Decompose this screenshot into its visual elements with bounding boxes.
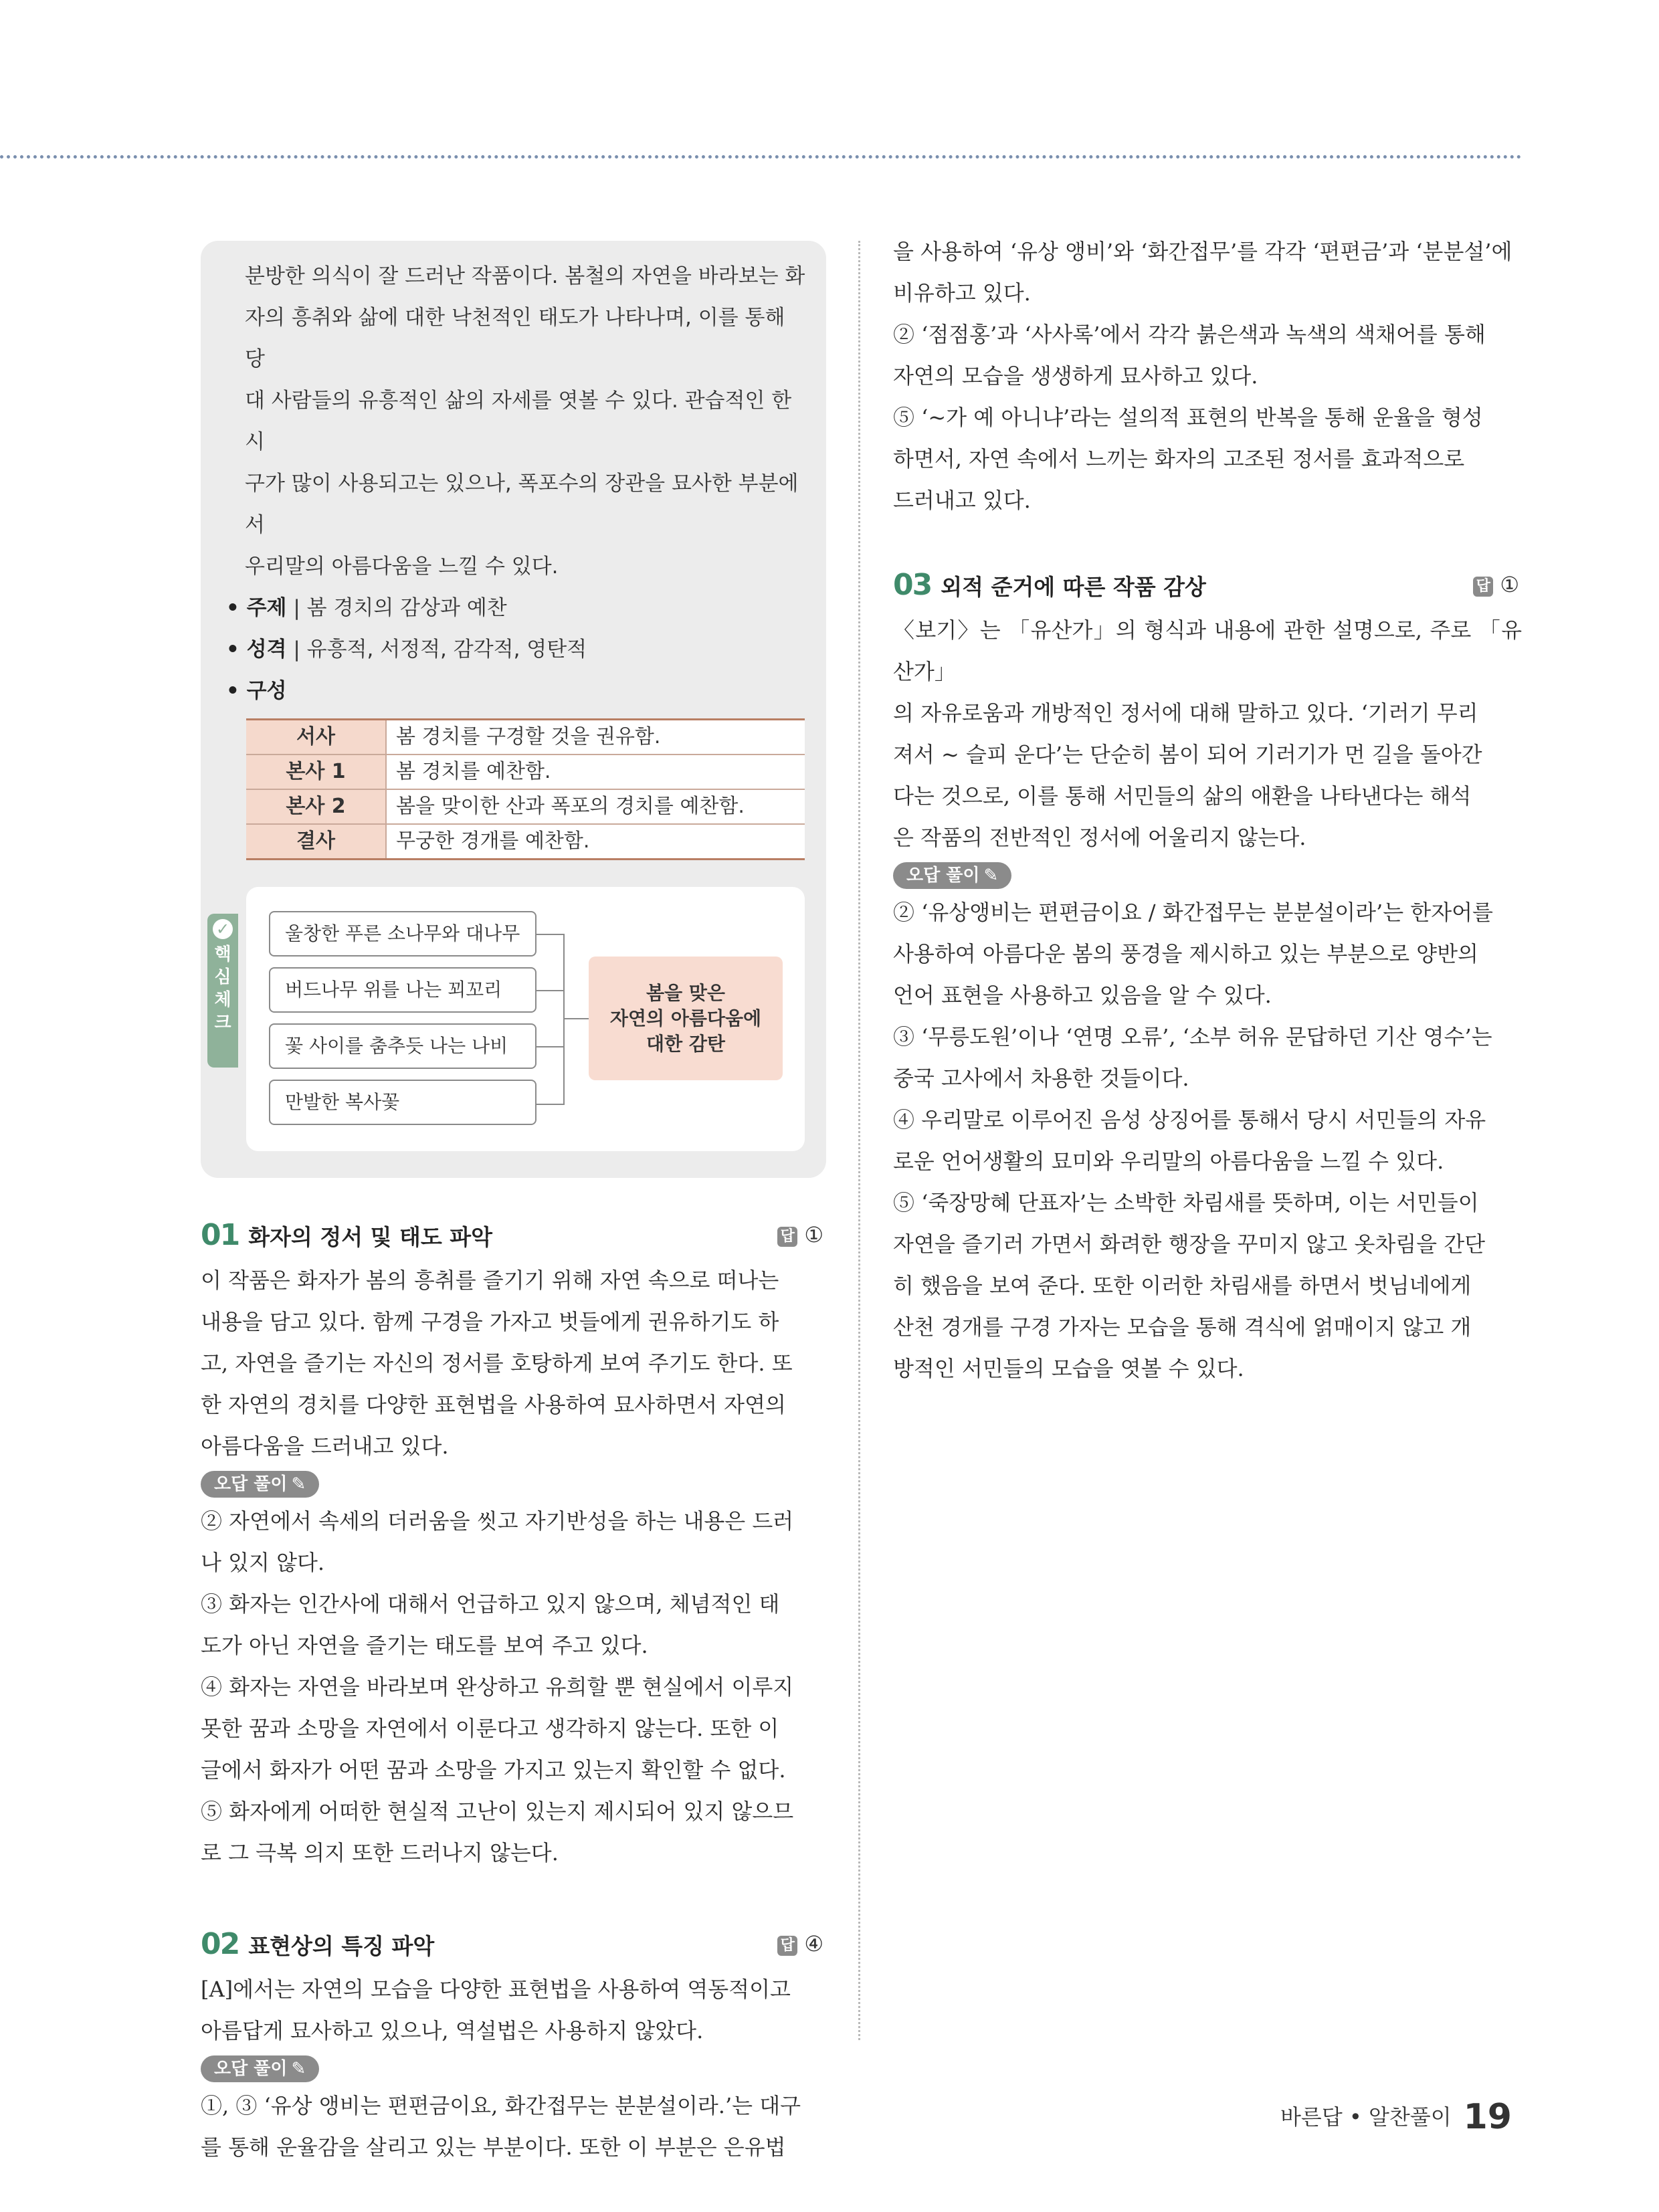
body-line: ⑤ ‘~가 예 아니냐’라는 설의적 표현의 반복을 통해 운율을 형성 xyxy=(893,405,1483,430)
wrong-answer-body xyxy=(201,1500,826,1874)
body-line: ⑤ ‘죽장망혜 단표자’는 소박한 차림새를 뜻하며, 이는 서민들이 xyxy=(893,1190,1479,1215)
answer-mark xyxy=(777,1222,823,1247)
body-line: 져서 ~ 슬피 운다’는 단순히 봄이 되어 기러기가 먼 길을 돌아간 xyxy=(893,742,1482,767)
answer-value: ① xyxy=(1500,572,1519,597)
emotion-line: 봄을 맞은 xyxy=(646,982,725,1004)
body-line: 하면서, 자연 속에서 느끼는 화자의 고조된 정서를 효과적으로 xyxy=(893,446,1465,472)
section-body xyxy=(201,1260,826,1467)
body-line: ④ 화자는 자연을 바라보며 완상하고 유희할 뿐 현실에서 이루지 xyxy=(201,1674,794,1700)
left-column xyxy=(201,241,826,2168)
tab-char: 심 xyxy=(214,967,231,987)
scene-box: 만발한 복사꽃 xyxy=(269,1080,536,1125)
body-line: ② ‘점점홍’과 ‘사사록’에서 각각 붉은색과 녹색의 색채어를 통해 xyxy=(893,322,1486,347)
connector-line xyxy=(536,990,563,991)
badge-label: 오답 풀이 xyxy=(214,2059,288,2079)
emotion-line: 대한 감탄 xyxy=(646,1033,725,1055)
summary-line: 구가 많이 사용되고는 있으나, 폭포수의 장관을 묘사한 부분에서 xyxy=(245,472,799,537)
section-02 xyxy=(201,1927,826,2168)
body-line: 방적인 서민들의 모습을 엿볼 수 있다. xyxy=(893,1356,1244,1381)
section-body xyxy=(201,1969,826,2051)
body-line: ③ 화자는 인간사에 대해서 언급하고 있지 않으며, 체념적인 태 xyxy=(201,1591,780,1617)
theme-label: • 주제 xyxy=(226,596,287,620)
section-header xyxy=(201,1927,826,1969)
right-column xyxy=(893,231,1522,1389)
character-label: • 성격 xyxy=(226,637,287,662)
section-header xyxy=(893,568,1522,609)
emotion-box xyxy=(589,957,783,1080)
body-line: 도가 아닌 자연을 즐기는 태도를 보여 주고 있다. xyxy=(201,1633,648,1658)
structure-desc: 봄 경치를 예찬함. xyxy=(386,755,805,789)
summary-line: 우리말의 아름다움을 느낄 수 있다. xyxy=(245,555,559,579)
footer-label: 바른답 • 알찬풀이 xyxy=(1280,2104,1452,2130)
body-line: ② 자연에서 속세의 더러움을 씻고 자기반성을 하는 내용은 드러 xyxy=(201,1508,794,1534)
body-line: 〈보기〉는 「유산가」의 형식과 내용에 관한 설명으로, 주로 「유산가」 xyxy=(893,617,1522,684)
structure-part: 서사 xyxy=(246,720,386,755)
body-line: ①, ③ ‘유상 앵비는 편편금이요, 화간접무는 분분설이라.’는 대구 xyxy=(201,2093,801,2118)
table-row xyxy=(246,824,805,860)
body-line: 내용을 담고 있다. 함께 구경을 가자고 벗들에게 권유하기도 하 xyxy=(201,1309,779,1334)
scene-box: 울창한 푸른 소나무와 대나무 xyxy=(269,911,536,957)
body-line: 글에서 화자가 어떤 꿈과 소망을 가지고 있는지 확인할 수 없다. xyxy=(201,1757,786,1783)
section-body xyxy=(893,609,1522,858)
tab-char: 크 xyxy=(214,1013,231,1033)
table-row xyxy=(246,755,805,789)
body-line: 비유하고 있다. xyxy=(893,280,1031,306)
body-line: 나 있지 않다. xyxy=(201,1550,325,1575)
structure-part: 결사 xyxy=(246,824,386,860)
section-number: 03 xyxy=(893,568,932,602)
badge-label: 오답 풀이 xyxy=(214,1474,288,1494)
tab-char: 체 xyxy=(214,990,231,1010)
body-line: 아름답게 묘사하고 있으나, 역설법은 사용하지 않았다. xyxy=(201,2018,704,2043)
section-01 xyxy=(201,1218,826,1874)
answer-icon: 답 xyxy=(777,1227,797,1247)
structure-part: 본사 2 xyxy=(246,789,386,824)
answer-icon: 답 xyxy=(1473,577,1493,597)
body-line: 이 작품은 화자가 봄의 흥취를 즐기기 위해 자연 속으로 떠나는 xyxy=(201,1268,779,1293)
connector-line xyxy=(563,1018,589,1019)
core-check-tab xyxy=(207,914,238,1068)
body-line: 로 그 극복 의지 또한 드러나지 않는다. xyxy=(201,1840,559,1866)
answer-mark xyxy=(777,1931,823,1956)
body-line: 중국 고사에서 차용한 것들이다. xyxy=(893,1066,1189,1091)
body-line: 한 자연의 경치를 다양한 표현법을 사용하여 묘사하면서 자연의 xyxy=(201,1392,786,1417)
body-line: 를 통해 운율감을 살리고 있는 부분이다. 또한 이 부분은 은유법 xyxy=(201,2134,786,2160)
wrong-answer-badge xyxy=(201,1471,319,1498)
summary-line: 자의 흥취와 삶에 대한 낙천적인 태도가 나타나며, 이를 통해 당 xyxy=(245,306,785,371)
body-line: 다는 것으로, 이를 통해 서민들의 삶의 애환을 나타낸다는 해석 xyxy=(893,783,1472,809)
summary-line: 분방한 의식이 잘 드러난 작품이다. 봄철의 자연을 바라보는 화 xyxy=(245,264,805,288)
structure-desc: 봄을 맞이한 산과 폭포의 경치를 예찬함. xyxy=(386,789,805,824)
body-line: 자연의 모습을 생생하게 묘사하고 있다. xyxy=(893,363,1258,389)
structure-table xyxy=(246,718,805,860)
section-number: 01 xyxy=(201,1218,239,1252)
theme-item xyxy=(226,587,806,629)
tab-char: 핵 xyxy=(214,944,231,965)
body-line: 을 사용하여 ‘유상 앵비’와 ‘화간접무’를 각각 ‘편편금’과 ‘분분설’에 xyxy=(893,239,1512,264)
body-line: ④ 우리말로 이루어진 음성 상징어를 통해서 당시 서민들의 자유 xyxy=(893,1107,1486,1132)
section-title: 표현상의 특징 파악 xyxy=(248,1933,435,1959)
body-line: ② ‘유상앵비는 편편금이요 / 화간접무는 분분설이라’는 한자어를 xyxy=(893,900,1493,925)
wrong-answer-body xyxy=(201,2085,826,2168)
scene-box: 꽃 사이를 춤추듯 나는 나비 xyxy=(269,1023,536,1069)
page-number: 19 xyxy=(1463,2097,1512,2137)
body-line: ③ ‘무릉도원’이나 ‘연명 오류’, ‘소부 허유 문답하던 기산 영수’는 xyxy=(893,1024,1492,1049)
summary-line: 대 사람들의 유흥적인 삶의 자세를 엿볼 수 있다. 관습적인 한시 xyxy=(245,389,792,454)
check-icon: ✓ xyxy=(213,919,233,939)
character-value: | 유흥적, 서정적, 감각적, 영탄적 xyxy=(286,637,587,662)
answer-value: ④ xyxy=(804,1931,823,1956)
body-line: 고, 자연을 즐기는 자신의 정서를 호탕하게 보여 주기도 한다. 또 xyxy=(201,1350,793,1376)
character-item xyxy=(226,629,806,670)
answer-value: ① xyxy=(804,1222,823,1247)
continued-text xyxy=(893,231,1522,521)
theme-value: | 봄 경치의 감상과 예찬 xyxy=(286,596,507,620)
body-line: 히 했음을 보여 준다. 또한 이러한 차림새를 하면서 벗님네에게 xyxy=(893,1273,1472,1298)
structure-item xyxy=(226,670,806,712)
body-line: ⑤ 화자에게 어떠한 현실적 고난이 있는지 제시되어 있지 않으므 xyxy=(201,1799,794,1824)
body-line: 로운 언어생활의 묘미와 우리말의 아름다움을 느낄 수 있다. xyxy=(893,1148,1444,1174)
answer-icon: 답 xyxy=(777,1936,797,1956)
section-header xyxy=(201,1218,826,1260)
badge-label: 오답 풀이 xyxy=(906,866,980,886)
summary-intro xyxy=(245,256,806,587)
section-title: 외적 준거에 따른 작품 감상 xyxy=(941,574,1206,600)
scene-box: 버드나무 위를 나는 꾀꼬리 xyxy=(269,967,536,1013)
body-line: 사용하여 아름다운 봄의 풍경을 제시하고 있는 부분으로 양반의 xyxy=(893,941,1478,967)
answer-mark xyxy=(1473,572,1519,597)
structure-label: • 구성 xyxy=(226,679,287,703)
structure-desc: 봄 경치를 구경할 것을 권유함. xyxy=(386,720,805,755)
body-line: 은 작품의 전반적인 정서에 어울리지 않는다. xyxy=(893,825,1306,850)
body-line: 자연을 즐기러 가면서 화려한 행장을 꾸미지 않고 옷차림을 간단 xyxy=(893,1231,1486,1257)
body-line: 언어 표현을 사용하고 있음을 알 수 있다. xyxy=(893,983,1272,1008)
bracket-connector xyxy=(536,934,565,1105)
section-title: 화자의 정서 및 태도 파악 xyxy=(248,1224,492,1250)
body-line: [A]에서는 자연의 모습을 다양한 표현법을 사용하여 역동적이고 xyxy=(201,1977,791,2002)
pencil-icon: ✎ xyxy=(291,2059,306,2079)
wrong-answer-badge xyxy=(893,862,1011,889)
structure-desc: 무궁한 경개를 예찬함. xyxy=(386,824,805,860)
pencil-icon: ✎ xyxy=(983,866,999,886)
table-row xyxy=(246,720,805,755)
section-number: 02 xyxy=(201,1927,239,1961)
core-check-diagram xyxy=(214,887,805,1151)
structure-part: 본사 1 xyxy=(246,755,386,789)
body-line: 의 자유로움과 개방적인 정서에 대해 말하고 있다. ‘기러기 무리 xyxy=(893,700,1478,726)
column-divider xyxy=(858,241,860,2040)
body-line: 산천 경개를 구경 가자는 모습을 통해 격식에 얽매이지 않고 개 xyxy=(893,1314,1472,1340)
page-footer xyxy=(1280,2097,1512,2137)
connector-line xyxy=(536,1046,563,1047)
summary-box xyxy=(201,241,826,1178)
section-03 xyxy=(893,568,1522,1389)
wrong-answer-body xyxy=(893,892,1522,1389)
table-row xyxy=(246,789,805,824)
emotion-line: 자연의 아름다움에 xyxy=(609,1007,762,1029)
body-line: 아름다움을 드러내고 있다. xyxy=(201,1433,449,1459)
body-line: 못한 꿈과 소망을 자연에서 이룬다고 생각하지 않는다. 또한 이 xyxy=(201,1716,779,1741)
wrong-answer-badge xyxy=(201,2055,319,2082)
top-dotted-rule xyxy=(0,155,1522,159)
pencil-icon: ✎ xyxy=(291,1474,306,1494)
body-line: 드러내고 있다. xyxy=(893,488,1031,513)
